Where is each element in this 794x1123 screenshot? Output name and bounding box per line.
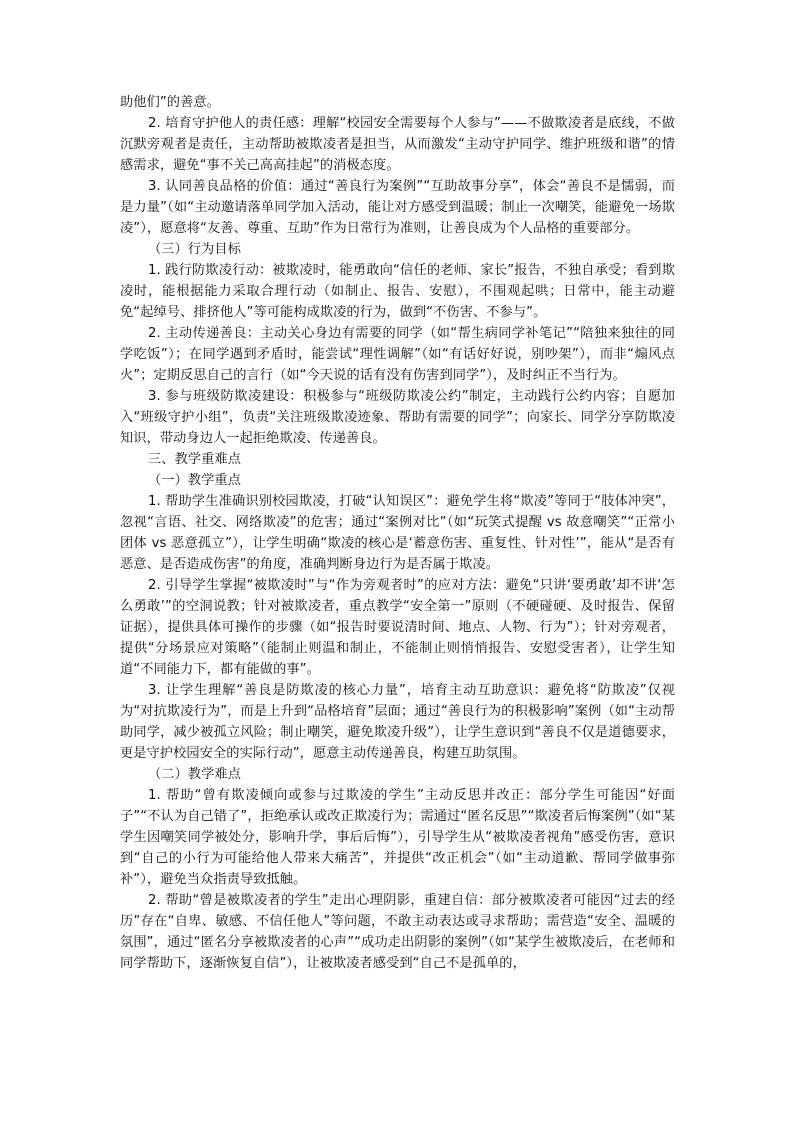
paragraph-focus-1: 1. 帮助学生准确识别校园欺凌，打破“认知误区”：避免学生将“欺凌”等同于“肢体冲突”，忽视“言语、社交、网络欺凌”的危害；通过“案例对比”（如“玩笑式提醒 vs 故意嘲笑”“正常小团体 vs 恶意孤立”），让学生明确“欺凌的核心是‘蓄意伤害、重复性、针对性’”，能从“是否有恶意、是否造成伤害”的角度，准确判断身边行为是否属于欺凌。 <box>120 494 675 572</box>
section-heading-teaching-focus: （一）教学重点 <box>148 473 242 488</box>
paragraph-focus-2: 2. 引导学生掌握“被欺凌时”与“作为旁观者时”的应对方法：避免“只讲‘要勇敢’却不讲‘怎么勇敢’”的空洞说教；针对被欺凌者，重点教学“安全第一”原则（不硬碰硬、及时报告、保留证据），提供具体可操作的步骤（如“报告时要说清时间、地点、人物、行为”）；针对旁观者，提供“分场景应对策略”（能制止则温和制止，不能制止则悄悄报告、安慰受害者），让学生知道“不同能力下，都有能做的事”。 <box>120 578 675 677</box>
paragraph-behavior-goal-1: 1. 践行防欺凌行动：被欺凌时，能勇敢向“信任的老师、家长”报告，不独自承受；看到欺凌时，能根据能力采取合理行动（如制止、报告、安慰），不围观起哄；日常中，能主动避免“起绰号、排挤他人”等可能构成欺凌的行为，做到“不伤害、不参与”。 <box>120 263 675 320</box>
paragraph-difficulty-1: 1. 帮助“曾有欺凌倾向或参与过欺凌的学生”主动反思并改正：部分学生可能因“好面子”“不认为自己错了”，拒绝承认或改正欺凌行为；需通过“匿名反思”“欺凌者后悔案例”（如“某学生因嘲笑同学被处分，影响升学，事后后悔”），引导学生从“被欺凌者视角”感受伤害，意识到“自己的小行为可能给他人带来大痛苦”，并提供“改正机会”（如“主动道歉、帮同学做事弥补”），避免当众指责导致抵触。 <box>120 788 675 887</box>
paragraph-emotion-goal-2: 2. 培育守护他人的责任感：理解“校园安全需要每个人参与”——不做欺凌者是底线，不做沉默旁观者是责任，主动帮助被欺凌者是担当，从而激发“主动守护同学、维护班级和谐”的情感需求，避免“事不关己高高挂起”的消极态度。 <box>120 116 675 173</box>
section-heading-key-difficult-points: 三、教学重难点 <box>148 452 242 467</box>
paragraph-behavior-goal-2: 2. 主动传递善良：主动关心身边有需要的同学（如“帮生病同学补笔记”“陪独来独往的同学吃饭”）；在同学遇到矛盾时，能尝试“理性调解”（如“有话好好说，别吵架”），而非“煽风点火”；定期反思自己的言行（如“今天说的话有没有伤害到同学”），及时纠正不当行为。 <box>120 326 675 383</box>
paragraph-difficulty-2: 2. 帮助“曾是被欺凌者的学生”走出心理阴影，重建自信：部分被欺凌者可能因“过去的经历”存在“自卑、敏感、不信任他人”等问题，不敢主动表达或寻求帮助；需营造“安全、温暖的氛围”，通过“匿名分享被欺凌者的心声”“成功走出阴影的案例”（如“某学生被欺凌后，在老师和同学帮助下，逐渐恢复自信”），让被欺凌者感受到“自己不是孤单的， <box>120 893 675 971</box>
section-heading-teaching-difficulties: （二）教学难点 <box>148 767 242 782</box>
paragraph-continuation: 助他们”的善意。 <box>120 95 220 110</box>
paragraph-behavior-goal-3: 3. 参与班级防欺凌建设：积极参与“班级防欺凌公约”制定，主动践行公约内容；自愿加入“班级守护小组”，负责“关注班级欺凌迹象、帮助有需要的同学”；向家长、同学分享防欺凌知识，带动身边人一起拒绝欺凌、传递善良。 <box>120 389 675 446</box>
section-heading-behavior-goals: （三）行为目标 <box>148 242 242 257</box>
document-body <box>120 92 675 974</box>
paragraph-focus-3: 3. 让学生理解“善良是防欺凌的核心力量”，培育主动互助意识：避免将“防欺凌”仅视为“对抗欺凌行为”，而是上升到“品格培育”层面；通过“善良行为的积极影响”案例（如“主动帮助同学，减少被孤立风险；制止嘲笑，避免欺凌升级”），让学生意识到“善良不仅是道德要求，更是守护校园安全的实际行动”，愿意主动传递善良，构建互助氛围。 <box>120 683 675 761</box>
paragraph-emotion-goal-3: 3. 认同善良品格的价值：通过“善良行为案例”“互助故事分享”，体会“善良不是懦弱，而是力量”（如“主动邀请落单同学加入活动，能让对方感受到温暖；制止一次嘲笑，能避免一场欺凌”），愿意将“友善、尊重、互助”作为日常行为准则，让善良成为个人品格的重要部分。 <box>120 179 675 236</box>
